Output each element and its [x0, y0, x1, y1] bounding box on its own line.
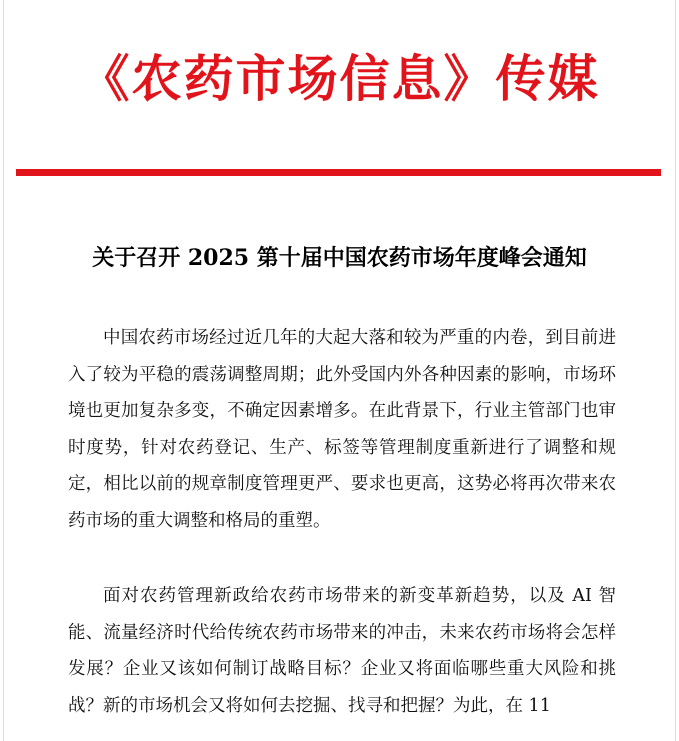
- masthead-title: 《农药市场信息》传媒: [79, 49, 600, 108]
- body-paragraph: 面对农药管理新政给农药市场带来的新变革新趋势，以及 AI 智能、流量经济时代给传统农药市场带来的冲击，未来农药市场将会怎样发展？企业又该如何制订战略目标？企业又将面临哪些重大风险和挑战？新的市场机会又将如何去挖掘、找寻和把握？为此，在 11: [68, 586, 616, 716]
- document-title: 关于召开 2025 第十届中国农药市场年度峰会通知: [92, 245, 587, 271]
- masthead-divider: [16, 169, 661, 176]
- body-paragraph: 中国农药市场经过近几年的大起大落和较为严重的内卷，到目前进入了较为平稳的震荡调整周期；此外受国内外各种因素的影响，市场环境也更加复杂多变，不确定因素增多。在此背景下，行业主管部门也审时度势，针对农药登记、生产、标签等管理制度重新进行了调整和规定，相比以前的规章制度管理更严、要求也更高，这势必将再次带来农药市场的重大调整和格局的重塑。: [68, 328, 616, 531]
